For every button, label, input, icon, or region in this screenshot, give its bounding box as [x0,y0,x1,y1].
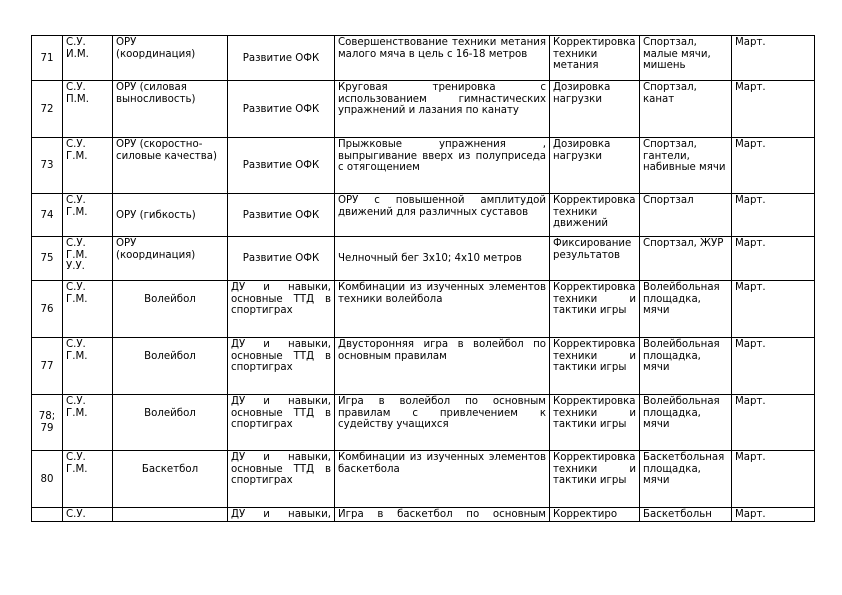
lesson-topic: Волейбол [113,281,228,338]
lesson-equipment: Спортзал, канат [640,81,732,138]
lesson-topic: ОРУ (гибкость) [113,194,228,237]
table-row [32,81,815,138]
lesson-type: Корректировка техники и тактики игры [550,338,640,395]
table-row [32,237,815,281]
lesson-topic: Баскетбол [113,451,228,508]
lesson-content: Прыжковые упражнения , выпрыгивание вверх из полуприседа с отягощением [335,138,550,194]
lesson-equipment: Баскетбольн [640,508,732,522]
lesson-month: Март. [732,451,815,508]
lesson-section: ДУ и навыки, основные ТТД в спортиграх [228,395,335,451]
lesson-content: Совершенствование техники метания малого мяча в цель с 16-18 метров [335,36,550,81]
lesson-month: Март. [732,237,815,281]
lesson-content: Комбинации из изученных элементов баскетбола [335,451,550,508]
lesson-equipment: Волейбольная площадка, мячи [640,338,732,395]
lesson-number: 76 [32,281,63,338]
lesson-topic: ОРУ (скоростно-силовые качества) [113,138,228,194]
lesson-month: Март. [732,395,815,451]
lesson-equipment: Спортзал, малые мячи, мишень [640,36,732,81]
lesson-type: Корректировка техники метания [550,36,640,81]
lesson-content: Игра в баскетбол по основным [335,508,550,522]
lesson-type: Корректировка техники и тактики игры [550,281,640,338]
lesson-month: Март. [732,338,815,395]
table-row [32,338,815,395]
teacher-initials: С.У. И.М. [63,36,113,81]
lesson-topic [113,508,228,522]
lesson-section: ДУ и навыки, основные ТТД в спортиграх [228,451,335,508]
lesson-month: Март. [732,138,815,194]
lesson-number [32,508,63,522]
lesson-content: Челночный бег 3х10; 4х10 метров [335,237,550,281]
lesson-type: Корректировка техники и тактики игры [550,451,640,508]
table-row [32,508,815,522]
lesson-topic: ОРУ (силовая выносливость) [113,81,228,138]
lesson-equipment: Спортзал, гантели, набивные мячи [640,138,732,194]
lesson-type: Дозировка нагрузки [550,81,640,138]
table-row [32,451,815,508]
table-row [32,281,815,338]
lesson-section: Развитие ОФК [228,237,335,281]
lesson-section: Развитие ОФК [228,194,335,237]
lesson-section: Развитие ОФК [228,81,335,138]
lesson-type: Фиксирование результатов [550,237,640,281]
teacher-initials: С.У. Г.М. [63,281,113,338]
lesson-month: Март. [732,281,815,338]
lesson-equipment: Спортзал, ЖУР [640,237,732,281]
teacher-initials: С.У. Г.М. [63,451,113,508]
lesson-type: Корректиро [550,508,640,522]
lesson-section: ДУ и навыки, [228,508,335,522]
lesson-number: 77 [32,338,63,395]
lesson-type: Корректировка техники движений [550,194,640,237]
teacher-initials: С.У. Г.М. [63,194,113,237]
lesson-content: Двусторонняя игра в волейбол по основным правилам [335,338,550,395]
lesson-topic: Волейбол [113,338,228,395]
lesson-equipment: Волейбольная площадка, мячи [640,395,732,451]
lesson-section: ДУ и навыки, основные ТТД в спортиграх [228,338,335,395]
lesson-equipment: Баскетбольная площадка, мячи [640,451,732,508]
lesson-type: Дозировка нагрузки [550,138,640,194]
teacher-initials: С.У. П.М. [63,81,113,138]
lesson-month: Март. [732,81,815,138]
lesson-section: ДУ и навыки, основные ТТД в спортиграх [228,281,335,338]
lesson-number: 72 [32,81,63,138]
lesson-month: Март. [732,36,815,81]
lesson-equipment: Волейбольная площадка, мячи [640,281,732,338]
lesson-month: Март. [732,508,815,522]
teacher-initials: С.У. Г.М. [63,138,113,194]
lesson-content: Круговая тренировка с использованием гимнастических упражнений и лазания по канату [335,81,550,138]
lesson-content: ОРУ с повышенной амплитудой движений для различных суставов [335,194,550,237]
lesson-number: 73 [32,138,63,194]
table-row [32,36,815,81]
lesson-equipment: Спортзал [640,194,732,237]
table-row [32,395,815,451]
lesson-plan-page [31,35,814,522]
lesson-content: Комбинации из изученных элементов техники волейбола [335,281,550,338]
lesson-content: Игра в волейбол по основным правилам с привлечением к судейству учащихся [335,395,550,451]
teacher-initials: С.У. Г.М. У.У. [63,237,113,281]
teacher-initials: С.У. Г.М. [63,338,113,395]
lesson-month: Март. [732,194,815,237]
lesson-number: 71 [32,36,63,81]
lesson-plan-table [31,35,815,522]
lesson-section: Развитие ОФК [228,36,335,81]
lesson-number: 80 [32,451,63,508]
lesson-topic: ОРУ (координация) [113,36,228,81]
table-row [32,194,815,237]
teacher-initials: С.У. [63,508,113,522]
table-row [32,138,815,194]
lesson-topic: ОРУ (координация) [113,237,228,281]
lesson-number: 78; 79 [32,395,63,451]
lesson-section: Развитие ОФК [228,138,335,194]
lesson-number: 74 [32,194,63,237]
lesson-topic: Волейбол [113,395,228,451]
lesson-type: Корректировка техники и тактики игры [550,395,640,451]
teacher-initials: С.У. Г.М. [63,395,113,451]
lesson-number: 75 [32,237,63,281]
